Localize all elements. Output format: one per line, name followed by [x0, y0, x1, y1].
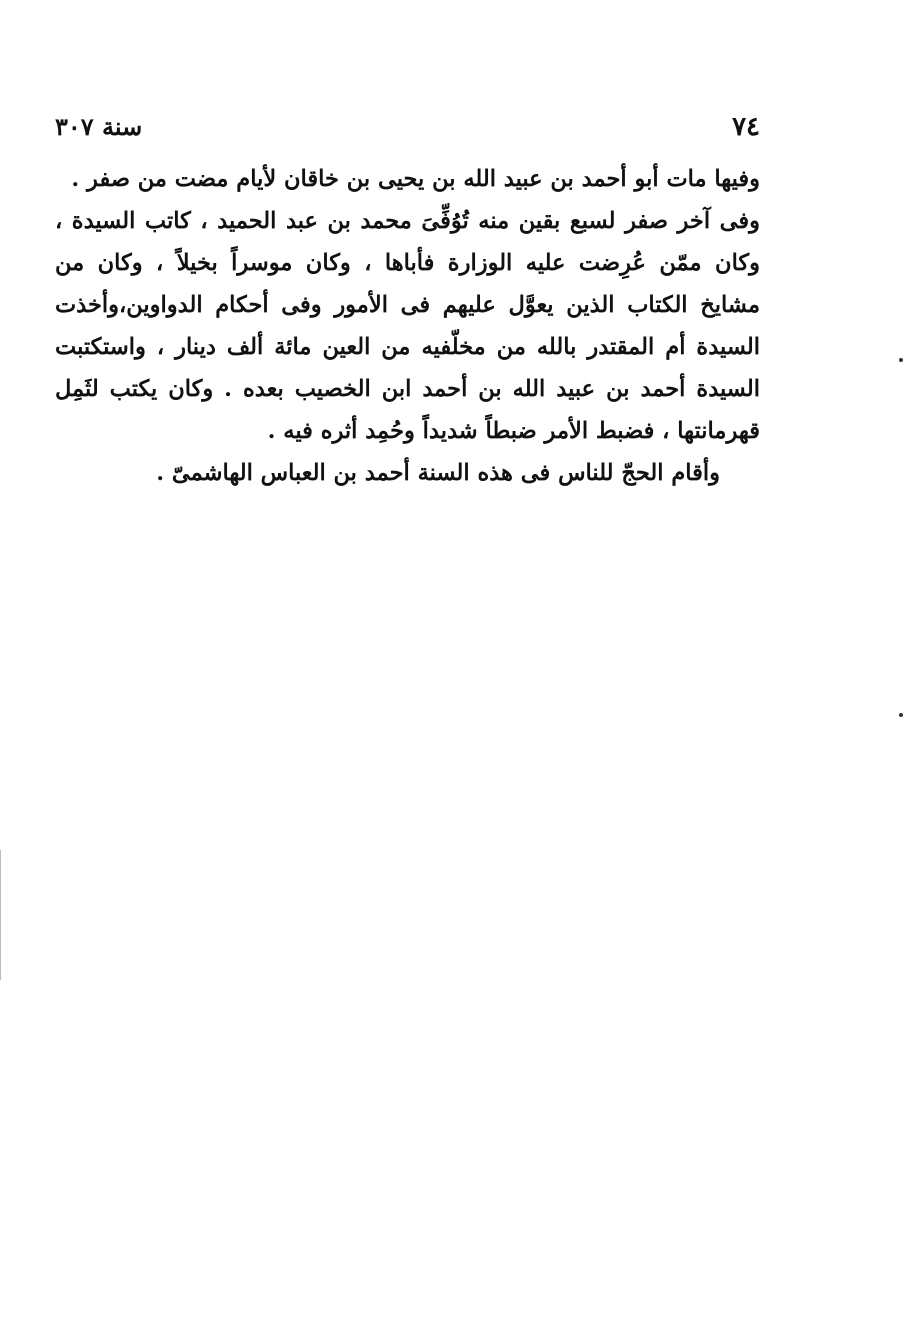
scan-speck	[899, 358, 903, 362]
page-number: ٧٤	[732, 112, 760, 142]
scan-edge-mark	[0, 850, 1, 980]
paragraph-3: وأقام الحجّ للناس فى هذه السنة أحمد بن العباس الهاشمىّ .	[156, 460, 720, 486]
body-text	[55, 158, 760, 494]
running-head-year: سنة ٣٠٧	[55, 112, 143, 141]
scan-speck	[899, 713, 903, 717]
page-header	[55, 112, 760, 152]
paragraph-1: وفيها مات أبو أحمد بن عبيد الله بن يحيى بن خاقان لأيام مضت من صفر .	[71, 166, 760, 192]
paragraph-2: وفى آخر صفر لسبع بقين منه تُوُفِّىَ محمد بن عبد الحميد ، كاتب السيدة ، وكان ممّن عُرِضت عليه الوزارة فأباها ، وكان موسراً بخيلاً ، وكان من مشايخ الكتاب الذين يعوَّل عليهم فى الأمور وفى أحكام الدواوين،وأخذت السيدة أم المقتدر بالله من مخلّفيه من العين مائة ألف دينار ، واستكتبت السيدة أحمد بن عبيد الله بن أحمد ابن الخصيب بعده . وكان يكتب لثَمِل قهرمانتها ، فضبط الأمر ضبطاً شديداً وحُمِد أثره فيه .	[55, 208, 760, 444]
